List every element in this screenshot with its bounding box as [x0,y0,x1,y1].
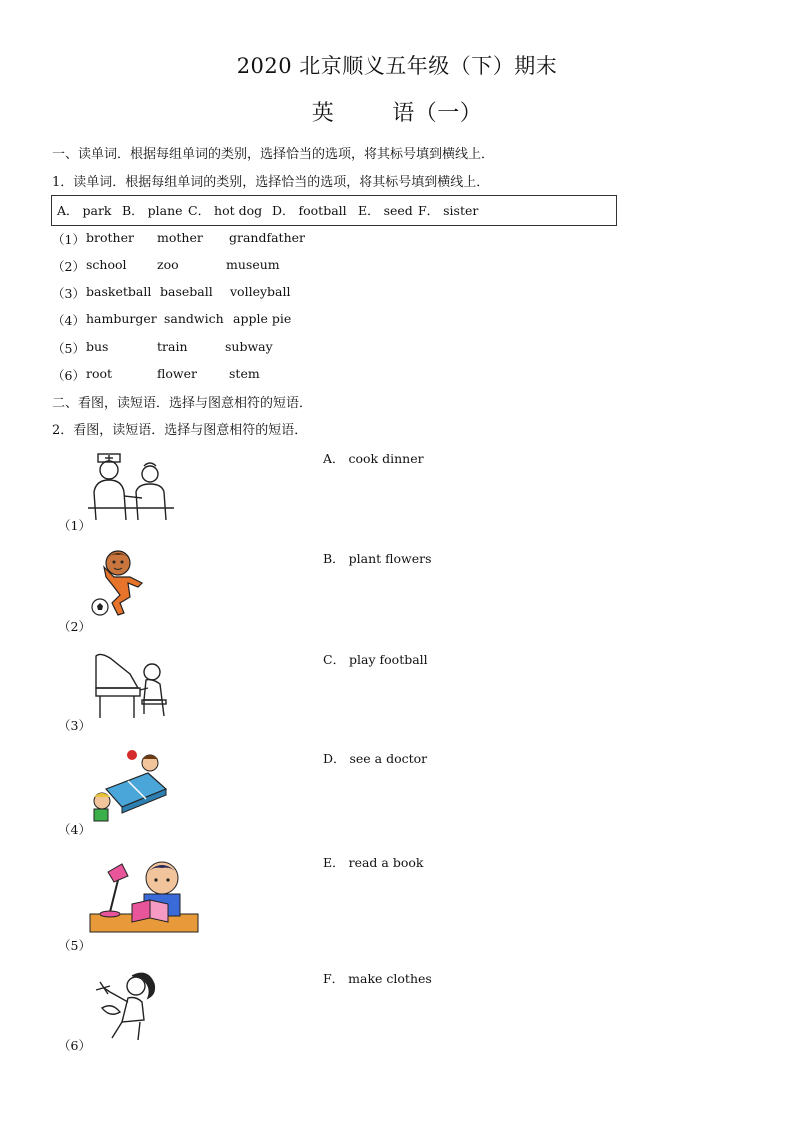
boy-reading-illustration [88,852,202,936]
group-word: bus [86,339,109,354]
group-number: （3） [52,286,85,301]
doctor-patient-illustration [86,452,176,522]
group-word: school [86,257,127,272]
picture-number: （2） [58,619,91,634]
group-word: flower [157,366,197,381]
answer-c: C． play football [323,652,428,667]
exam-title: 2020 北京顺义五年级（下）期末 [236,54,558,78]
group-word: grandfather [229,230,306,245]
option-box [51,195,617,226]
option-a: A． park [57,203,112,218]
picture-number: （1） [58,518,91,533]
picture-number: （6） [58,1038,91,1053]
answer-e: E． read a book [323,855,424,870]
option-c: C． hot dog [188,203,263,218]
group-word: train [157,339,188,354]
subject-suffix: 语（一） [392,101,483,126]
group-number: （2） [52,259,85,274]
option-d: D． football [272,203,347,218]
subject-char: 英 [311,101,335,126]
group-word: mother [157,230,203,245]
group-word: sandwich [164,311,224,326]
group-word: subway [225,339,273,354]
group-word: baseball [160,284,213,299]
option-b: B． plane [122,203,183,218]
group-word: brother [86,230,134,245]
group-word: basketball [86,284,152,299]
answer-d: D． see a doctor [323,751,428,766]
picture-number: （3） [58,718,91,733]
question2-text: 2．看图，读短语．选择与图意相符的短语． [52,423,308,438]
piano-illustration [90,650,178,720]
subject-title [0,96,794,127]
girl-sewing-illustration [92,968,160,1044]
group-word: apple pie [233,311,292,326]
answer-a: A． cook dinner [323,451,424,466]
section2-heading: 二、看图，读短语．选择与图意相符的短语． [52,396,313,411]
group-word: root [86,366,113,381]
table-tennis-illustration [88,749,168,827]
answer-f: F． make clothes [323,971,432,986]
option-f: F． sister [418,203,479,218]
question1-text: 1．读单词．根据每组单词的类别，选择恰当的选项，将其标号填到横线上． [52,175,490,190]
picture-number: （4） [58,822,91,837]
group-word: zoo [157,257,179,272]
group-word: museum [226,257,280,272]
answer-b: B． plant flowers [323,551,432,566]
boy-football-illustration [90,547,152,619]
group-word: stem [229,366,260,381]
option-e: E． seed [358,203,413,218]
group-number: （6） [52,368,85,383]
group-word: hamburger [86,311,157,326]
group-number: （5） [52,341,85,356]
picture-number: （5） [58,938,91,953]
group-number: （4） [52,313,85,328]
group-number: （1） [52,232,85,247]
section1-heading: 一、读单词．根据每组单词的类别，选择恰当的选项，将其标号填到横线上． [52,147,495,162]
group-word: volleyball [230,284,291,299]
